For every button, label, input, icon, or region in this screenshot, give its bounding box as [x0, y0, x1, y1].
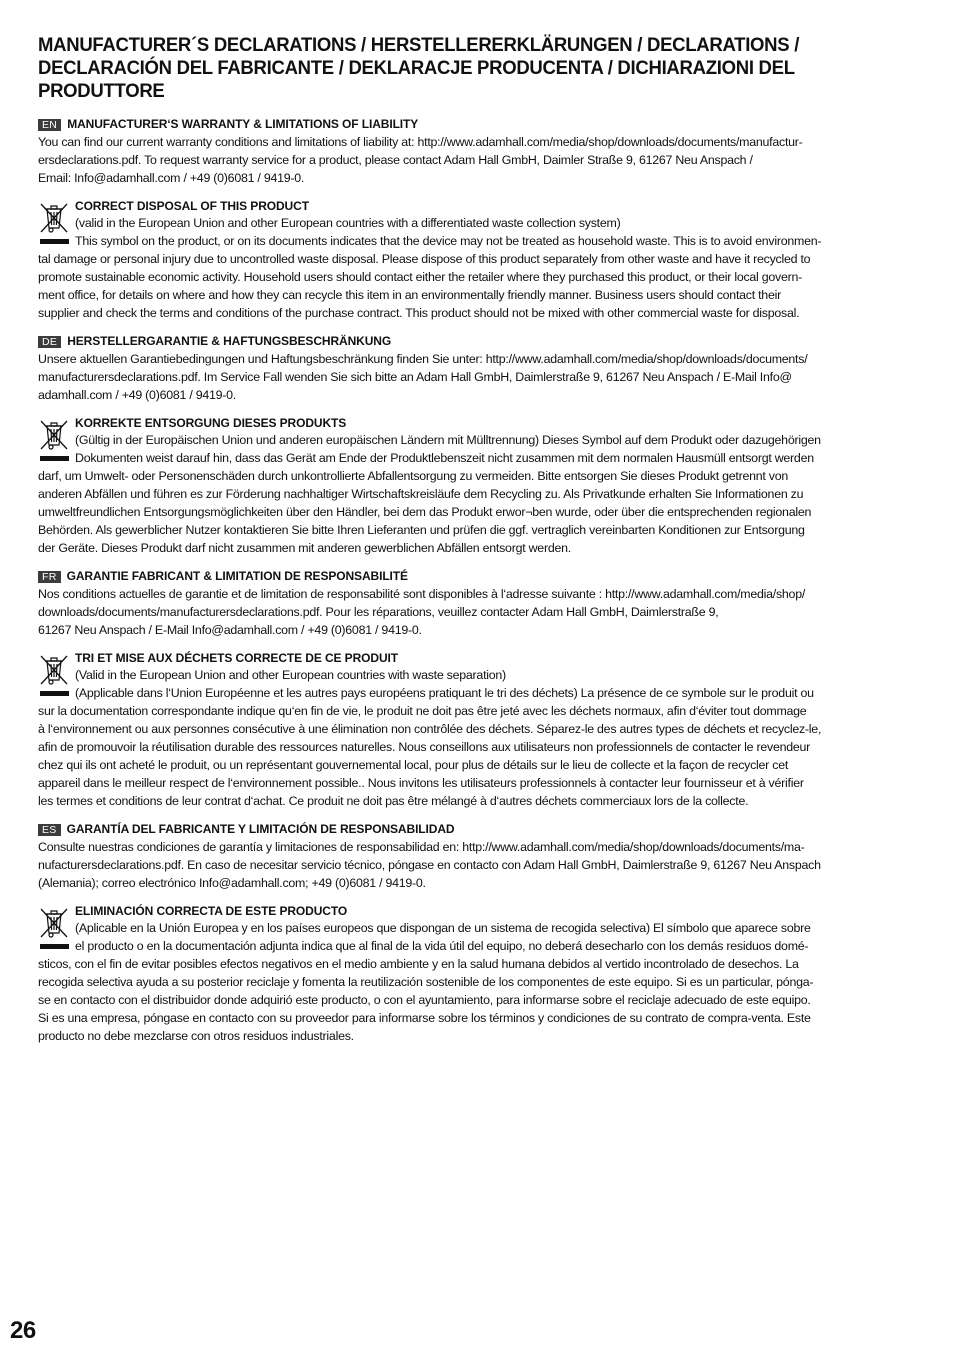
- language-badge: EN: [38, 119, 61, 131]
- disposal-title: KORREKTE ENTSORGUNG DIESES PRODUKTS: [75, 416, 347, 430]
- disposal-title: ELIMINACIÓN CORRECTA DE ESTE PRODUCTO: [75, 904, 348, 918]
- disposal-section: [38, 904, 916, 1045]
- language-sections: [38, 117, 916, 1045]
- disposal-line-2: [38, 684, 916, 702]
- language-block-es: [38, 822, 916, 1045]
- warranty-section: [38, 569, 916, 639]
- disposal-title: CORRECT DISPOSAL OF THIS PRODUCT: [75, 199, 309, 213]
- disposal-line-1-text: (Gültig in der Europäischen Union und anderen europäischen Ländern mit Mülltrennung) Dieses Symbol auf dem Produkt oder dazugehörigen: [75, 433, 821, 447]
- disposal-line-1-text: (valid in the European Union and other European countries with a differentiated waste collection system): [75, 216, 621, 230]
- disposal-line-1: [38, 666, 916, 684]
- bin-underline-bar: [40, 691, 69, 696]
- disposal-line-2: [38, 232, 916, 250]
- disposal-text: sur la documentation correspondante indique qu‘en fin de vie, le produit ne doit pas être jeté avec les déchets normaux, afin d‘éviter tout dommage à l‘environnement ou aux personnes consécutive à une élimination non contrôlée des déchets. Séparez-le des autres types de déchets et recyclez-le, afin de promouvoir la réutilisation durable des ressources naturelles. Nous conseillons aux utilisateurs non professionnels de contacter le revendeur chez qui ils ont acheté le produit, ou un représentant gouvernemental local, pour plus de détails sur le lieu de collecte et la façon de recycler cet appareil dans le meilleur respect de l‘environnement possible.. Nous invitons les utilisateurs professionnels à contacter leur fournisseur et à vérifier les termes et conditions de leur contrat d‘achat. Ce produit ne doit pas être mélangé à d‘autres déchets commerciaux lors de la collecte.: [38, 704, 822, 808]
- language-badge: FR: [38, 571, 61, 583]
- disposal-section: [38, 199, 916, 322]
- warranty-text: Unsere aktuellen Garantiebedingungen und Haftungsbeschränkung finden Sie unter: http://www.adamhall.com/media/shop/downloads/documents/ manufacturersdeclarations.pdf. Im Service Fall wenden Sie sich bitte an Adam Hall GmbH, Daimlerstraße 9, 61267 Neu Anspach / E-Mail Info@ adamhall.com / +49 (0)6081 / 9419-0.: [38, 352, 808, 402]
- disposal-block: [38, 416, 916, 557]
- disposal-block: [38, 904, 916, 1045]
- language-badge: DE: [38, 336, 61, 348]
- bin-underline-bar: [40, 456, 69, 461]
- disposal-line-1-text: (Aplicable en la Unión Europea y en los países europeos que dispongan de un sistema de recogida selectiva) El símbolo que aparece sobre: [75, 921, 811, 935]
- disposal-line-2: [38, 937, 916, 955]
- crossed-out-wheelie-bin-icon: [38, 653, 70, 689]
- disposal-line-2-text: Dokumenten weist darauf hin, dass das Gerät am Ende der Produktlebenszeit nicht zusammen mit dem normalen Hausmüll entsorgt werden: [75, 451, 814, 465]
- language-badge: ES: [38, 824, 61, 836]
- disposal-text: darf, um Umwelt- oder Personenschäden durch unkontrollierte Abfallentsorgung zu vermeiden. Bitte entsorgen Sie dieses Produkt getrennt von anderen Abfällen und führen es zur Förderung nachhaltiger Wirtschaftskreisläufe dem Recycling zu. Als Privatkunde erhalten Sie Informationen zu umweltfreundlichen Entsorgungsmöglichkeiten über den Händler, bei dem das Produkt erwor¬ben wurde, oder über die entsprechenden regionalen Behörden. Als gewerblicher Nutzer kontaktieren Sie bitte Ihren Lieferanten und prüfen die ggf. vertraglich vereinbarten Konditionen zur Entsorgung der Geräte. Dieses Produkt darf nicht zusammen mit anderen gewerblichen Abfällen entsorgt werden.: [38, 469, 812, 555]
- warranty-title: HERSTELLERGARANTIE & HAFTUNGSBESCHRÄNKUNG: [67, 334, 392, 348]
- disposal-line-2: [38, 449, 916, 467]
- language-block-en: [38, 117, 916, 322]
- page-number: 26: [10, 1317, 36, 1344]
- bin-underline-bar: [40, 944, 69, 949]
- crossed-out-wheelie-bin-icon: [38, 418, 70, 454]
- disposal-line-1: [38, 431, 916, 449]
- crossed-out-wheelie-bin-icon: [38, 201, 70, 237]
- disposal-block: [38, 199, 916, 322]
- warranty-text: Consulte nuestras condiciones de garantía y limitaciones de responsabilidad en: http://www.adamhall.com/media/shop/downloads/documents/ma- nufacturersdeclarations.pdf. En caso de necesitar servicio técnico, póngase en contacto con Adam Hall GmbH, Daimlerstraße 9, 61267 Neu Anspach (Alemania); correo electrónico Info@adamhall.com; +49 (0)6081 / 9419-0.: [38, 840, 821, 890]
- warranty-section: [38, 334, 916, 404]
- document-page: [38, 34, 916, 1057]
- disposal-text: sticos, con el fin de evitar posibles efectos negativos en el medio ambiente y en la salud humana debidos al vertido incontrolado de desechos. La recogida selectiva ayuda a su posterior reciclaje y fomenta la reutilización sostenible de los componentes de este equipo. Si es un particular, pónga- se en contacto con el distribuidor donde adquirió este producto, o con el ayuntamiento, para informarse sobre el reciclaje adecuado de este equipo. Si es una empresa, póngase en contacto con su proveedor para informarse sobre los términos y condiciones de su contrato de compra-venta. Este producto no debe mezclarse con otros residuos industriales.: [38, 957, 814, 1043]
- disposal-line-2-text: This symbol on the product, or on its documents indicates that the device may not be treated as household waste. This is to avoid environmen-: [75, 234, 822, 248]
- disposal-title: TRI ET MISE AUX DÉCHETS CORRECTE DE CE PRODUIT: [75, 651, 398, 665]
- disposal-block: [38, 651, 916, 810]
- heading-line-2: DECLARACIÓN DEL FABRICANTE / DEKLARACJE PRODUCENTA / DICHIARAZIONI DEL PRODUTTORE: [38, 57, 795, 102]
- language-block-fr: [38, 569, 916, 810]
- warranty-title: GARANTÍA DEL FABRICANTE Y LIMITACIÓN DE RESPONSABILIDAD: [66, 822, 455, 836]
- language-block-de: [38, 334, 916, 557]
- warranty-heading: [38, 334, 916, 349]
- warranty-heading: [38, 822, 916, 837]
- warranty-heading: [38, 569, 916, 584]
- disposal-line-2-text: el producto o en la documentación adjunta indica que al final de la vida útil del equipo, no deberá desecharlo con los demás residuos domé-: [75, 939, 809, 953]
- warranty-text: You can find our current warranty conditions and limitations of liability at: http://www.adamhall.com/media/shop/downloads/documents/manufactur- ersdeclarations.pdf. To request warranty service for a product, please contact Adam Hall GmbH, Daimler Straße 9, 61267 Neu Anspach / Email: Info@adamhall.com / +49 (0)6081 / 9419-0.: [38, 135, 803, 185]
- warranty-title: MANUFACTURER‘S WARRANTY & LIMITATIONS OF LIABILITY: [67, 117, 419, 131]
- warranty-section: [38, 117, 916, 187]
- warranty-heading: [38, 117, 916, 132]
- heading-line-1: MANUFACTURER´S DECLARATIONS / HERSTELLERERKLÄRUNGEN / DECLARATIONS /: [38, 34, 800, 56]
- disposal-line-1-text: (Valid in the European Union and other European countries with waste separation): [75, 668, 506, 682]
- warranty-section: [38, 822, 916, 892]
- disposal-line-2-text: (Applicable dans l‘Union Européenne et les autres pays européens pratiquant le tri des déchets) La présence de ce symbole sur le produit ou: [75, 686, 814, 700]
- disposal-text: tal damage or personal injury due to uncontrolled waste disposal. Please dispose of this product separately from other waste and have it recycled to promote sustainable economic activity. Household users should contact either the retailer where they purchased this product, or their local govern- ment office, for details on where and how they can recycle this item in an environmentally friendly manner. Business users should contact their supplier and check the terms and conditions of the purchase contract. This product should not be mixed with other commercial waste for disposal.: [38, 252, 811, 320]
- crossed-out-wheelie-bin-icon: [38, 906, 70, 942]
- disposal-line-1: [38, 214, 916, 232]
- warranty-text: Nos conditions actuelles de garantie et de limitation de responsabilité sont disponibles à l‘adresse suivante : http://www.adamhall.com/media/shop/ downloads/documents/manufacturersdeclarations.pdf. Pour les réparations, veuillez contacter Adam Hall GmbH, Daimlerstraße 9, 61267 Neu Anspach / E-Mail Info@adamhall.com / +49 (0)6081 / 9419-0.: [38, 587, 806, 637]
- disposal-section: [38, 651, 916, 810]
- disposal-section: [38, 416, 916, 557]
- bin-underline-bar: [40, 239, 69, 244]
- warranty-title: GARANTIE FABRICANT & LIMITATION DE RESPONSABILITÉ: [66, 569, 408, 583]
- page-heading: [38, 34, 922, 103]
- disposal-line-1: [38, 919, 916, 937]
